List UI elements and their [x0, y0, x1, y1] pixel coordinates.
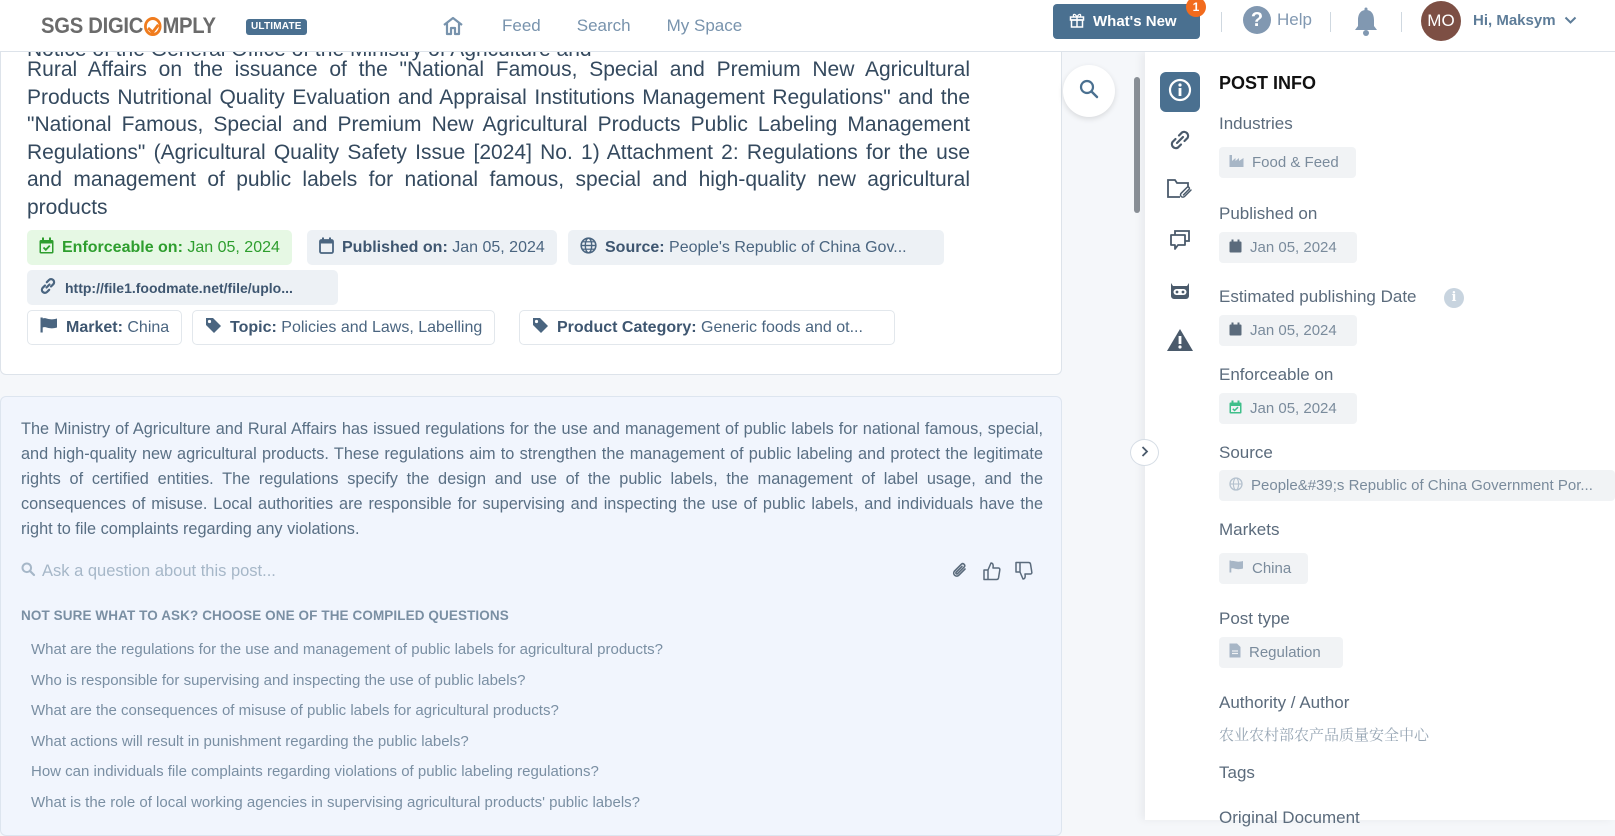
ai-summary-card	[0, 396, 1062, 836]
flag-icon	[40, 317, 58, 338]
gift-icon	[1069, 12, 1085, 32]
main-nav	[440, 0, 778, 52]
industries-value	[1219, 147, 1356, 178]
help-icon: ?	[1243, 6, 1271, 34]
folder-attachment-icon	[1166, 177, 1194, 208]
post-title: Rural Affairs on the issuance of the "National Famous, Special and Premium New Agricultural Products Nutritional Quality Evaluation and Appraisal Institutions Management Regulations" and the "National Famous, Special and Premium New Agricultural Products Public Labeling Management Regulations" (Agricultural Quality Safety Issue [2024] No. 1) Attachment 2: Regulations for the use and management of public labels for national famous, special and high-quality new agricultural products	[27, 58, 970, 219]
chip-value: Generic foods and ot...	[701, 318, 863, 336]
markets-label: Markets	[1219, 520, 1280, 539]
suggested-question[interactable]: How can individuals file complaints regarding violations of public labeling regulations?	[31, 763, 599, 781]
logo[interactable]	[41, 13, 216, 39]
help-button[interactable]	[1243, 6, 1312, 34]
calendar-icon	[1229, 322, 1242, 340]
source-value	[1219, 470, 1615, 501]
whats-new-button[interactable]	[1053, 4, 1200, 39]
pill-text: Food & Feed	[1252, 154, 1339, 171]
document-icon	[1229, 643, 1241, 662]
suggested-question[interactable]: Who is responsible for supervising and inspecting the use of public labels?	[31, 671, 526, 689]
thumbs-up-icon[interactable]	[981, 560, 1003, 582]
estimated-publishing-label: Estimated publishing Date	[1219, 287, 1417, 306]
markets-value	[1219, 553, 1308, 584]
search-in-post-button[interactable]	[1063, 65, 1115, 117]
logo-text: MPLY	[162, 13, 216, 38]
product-category-chip[interactable]	[519, 310, 895, 345]
calendar-check-icon	[39, 237, 54, 259]
published-chip	[307, 230, 557, 265]
chevron-down-icon	[1564, 12, 1577, 29]
chip-value: China	[127, 318, 170, 336]
chip-value: People's Republic of China Gov...	[669, 238, 907, 256]
post-header-card	[0, 52, 1062, 375]
notification-count-badge: 1	[1186, 0, 1206, 17]
document-link[interactable]: http://file1.foodmate.net/file/uplo...	[65, 279, 293, 296]
source-chip[interactable]	[568, 230, 944, 265]
pill-text: People&#39;s Republic of China Government Por...	[1251, 477, 1593, 494]
chip-value: Jan 05, 2024	[187, 238, 280, 256]
pill-text: Jan 05, 2024	[1250, 239, 1337, 256]
pill-text: China	[1252, 560, 1292, 577]
chip-label: Published on:	[342, 238, 448, 256]
pill-text: Jan 05, 2024	[1250, 322, 1337, 339]
source-label: Source	[1219, 443, 1273, 462]
industries-label: Industries	[1219, 114, 1293, 133]
tab-alerts[interactable]	[1160, 322, 1200, 362]
published-label: Published on	[1219, 204, 1318, 223]
published-value	[1219, 232, 1357, 263]
flag-icon	[1229, 560, 1244, 577]
ai-summary-text: The Ministry of Agriculture and Rural Affairs has issued regulations for the use and management of public labels for national famous, special, and high-quality new agricultural products. These regulations aim to strengthen the management of public labeling and protect the legitimate rights of certified entities. The regulations specify the design and use of the public labels, the management of label usage, and the consequences of misuse. Local authorities are responsible for supervising and inspecting the use of public labels, and individuals have the right to file complaints regarding any violations.	[21, 420, 1043, 538]
compiled-questions-heading: NOT SURE WHAT TO ASK? CHOOSE ONE OF THE COMPILED QUESTIONS	[21, 608, 509, 623]
pill-text: Jan 05, 2024	[1250, 400, 1337, 417]
market-chip[interactable]	[27, 310, 182, 345]
calendar-check-icon	[1229, 400, 1242, 418]
link-icon	[1167, 127, 1193, 158]
search-icon	[21, 562, 35, 581]
info-tooltip-icon[interactable]: i	[1444, 288, 1464, 308]
bell-icon[interactable]	[1352, 7, 1380, 42]
chip-label: Product Category:	[557, 318, 697, 336]
chip-value: Jan 05, 2024	[452, 238, 545, 256]
tag-icon	[532, 317, 549, 339]
post-type-value	[1219, 637, 1343, 668]
top-bar	[0, 0, 1615, 52]
estimated-publishing-value	[1219, 315, 1357, 346]
nav-search[interactable]: Search	[576, 16, 631, 35]
suggested-question[interactable]: What are the regulations for the use and management of public labels for agricultural products?	[31, 641, 664, 658]
help-label: Help	[1277, 10, 1312, 29]
info-icon	[1168, 78, 1192, 107]
enforceable-chip	[27, 230, 292, 265]
panel-tab-icons	[1160, 72, 1200, 372]
ai-feedback-actions	[949, 560, 1035, 582]
chip-value: Policies and Laws, Labelling	[281, 318, 483, 336]
tab-post-info[interactable]	[1160, 72, 1200, 112]
tags-label: Tags	[1219, 763, 1255, 782]
tab-ai-assistant[interactable]	[1160, 272, 1200, 312]
user-menu[interactable]	[1473, 12, 1577, 29]
post-info-panel	[1145, 52, 1615, 820]
suggested-question[interactable]: What are the consequences of misuse of public labels for agricultural products?	[31, 702, 559, 720]
robot-icon	[1168, 278, 1192, 307]
globe-icon	[580, 237, 597, 259]
link-icon	[39, 277, 57, 298]
suggested-question[interactable]: What is the role of local working agencies in supervising agricultural products' public labels?	[31, 793, 641, 811]
tag-icon	[205, 317, 222, 339]
logo-check-icon	[144, 17, 161, 36]
document-link-chip[interactable]	[27, 270, 338, 305]
suggested-question[interactable]: What actions will result in punishment regarding the public labels?	[31, 732, 469, 750]
authority-label: Authority / Author	[1219, 693, 1350, 712]
divider	[1401, 12, 1402, 32]
chip-label: Market:	[66, 318, 123, 336]
tab-links[interactable]	[1160, 122, 1200, 162]
comments-icon	[1168, 228, 1192, 257]
thumbs-down-icon[interactable]	[1013, 560, 1035, 582]
whats-new-label: What's New	[1093, 13, 1177, 30]
chip-label: Topic:	[230, 318, 277, 336]
plan-badge: ULTIMATE	[246, 19, 307, 35]
authority-value: 农业农村部农产品质量安全中心	[1219, 726, 1430, 744]
calendar-icon	[1229, 239, 1242, 257]
chevron-right-icon	[1141, 444, 1149, 462]
topic-chip[interactable]	[192, 310, 495, 345]
post-info-heading: POST INFO	[1219, 73, 1317, 93]
pill-text: Regulation	[1249, 644, 1321, 661]
post-type-label: Post type	[1219, 609, 1290, 628]
nav-my-space[interactable]: My Space	[666, 16, 743, 35]
logo-text: SGS DIGIC	[41, 13, 144, 38]
attachment-icon[interactable]	[949, 560, 971, 582]
compiled-questions-list	[31, 641, 663, 825]
tab-attachments[interactable]	[1160, 172, 1200, 212]
globe-icon	[1229, 477, 1243, 495]
divider	[1221, 12, 1222, 32]
collapse-panel-button[interactable]	[1130, 439, 1159, 466]
chip-label: Enforceable on:	[62, 238, 183, 256]
ask-placeholder: Ask a question about this post...	[42, 562, 276, 580]
divider	[1330, 12, 1331, 32]
ask-question-input[interactable]	[21, 562, 276, 581]
enforceable-value	[1219, 393, 1357, 424]
enforceable-label: Enforceable on	[1219, 365, 1334, 384]
nav-feed[interactable]: Feed	[502, 16, 541, 35]
avatar[interactable]: MO	[1421, 1, 1461, 41]
original-document-label: Original Document	[1219, 808, 1360, 827]
warning-icon	[1166, 327, 1194, 358]
calendar-icon	[319, 237, 334, 259]
greeting: Hi, Maksym	[1473, 12, 1556, 29]
scrollbar-thumb[interactable]	[1134, 77, 1140, 213]
home-icon[interactable]	[440, 13, 466, 39]
tab-comments[interactable]	[1160, 222, 1200, 262]
search-icon	[1079, 79, 1099, 104]
factory-icon	[1229, 154, 1244, 171]
chip-label: Source:	[605, 238, 665, 256]
